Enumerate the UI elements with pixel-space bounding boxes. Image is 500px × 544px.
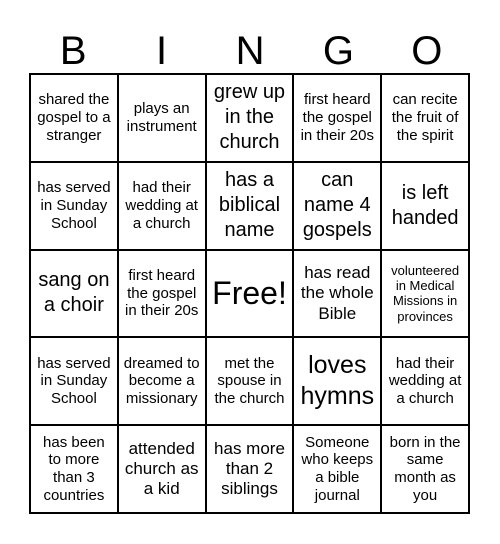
cell-text: has a biblical name bbox=[218, 169, 281, 242]
cell-text: can name 4 gospels bbox=[302, 169, 372, 242]
header-letter-i: I bbox=[156, 29, 168, 73]
bingo-header bbox=[29, 28, 471, 74]
cell-text: has more than 2 siblings bbox=[214, 439, 285, 499]
bingo-cell[interactable] bbox=[381, 337, 469, 425]
header-letter-n: N bbox=[235, 29, 265, 73]
bingo-cell[interactable] bbox=[30, 337, 118, 425]
bingo-cell[interactable] bbox=[206, 425, 294, 513]
cell-text: Free! bbox=[212, 274, 287, 311]
bingo-board bbox=[29, 73, 470, 514]
bingo-cell[interactable] bbox=[118, 250, 206, 338]
bingo-cell[interactable] bbox=[381, 425, 469, 513]
cell-text: volunteered in Medical Missions in provinces bbox=[391, 262, 460, 324]
bingo-cell[interactable] bbox=[30, 74, 118, 162]
bingo-cell[interactable] bbox=[30, 162, 118, 250]
cell-text: plays an instrument bbox=[126, 100, 197, 135]
cell-text: Someone who keeps a bible journal bbox=[301, 433, 374, 504]
bingo-cell[interactable] bbox=[293, 250, 381, 338]
cell-text: first heard the gospel in their 20s bbox=[125, 266, 199, 320]
cell-text: has been to more than 3 countries bbox=[43, 433, 105, 504]
cell-text: is left handed bbox=[391, 181, 459, 229]
cell-text: born in the same month as you bbox=[389, 433, 461, 504]
cell-text: met the spouse in the church bbox=[214, 354, 285, 408]
cell-text: has read the whole Bible bbox=[300, 263, 374, 323]
bingo-cell[interactable] bbox=[206, 74, 294, 162]
cell-text: dreamed to become a missionary bbox=[123, 354, 200, 408]
bingo-cell[interactable] bbox=[30, 425, 118, 513]
cell-text: attended church as a kid bbox=[124, 439, 199, 499]
cell-text: loves hymns bbox=[300, 351, 375, 411]
bingo-cell[interactable] bbox=[381, 162, 469, 250]
bingo-cell[interactable] bbox=[293, 162, 381, 250]
cell-text: first heard the gospel in their 20s bbox=[300, 91, 374, 144]
bingo-cell[interactable] bbox=[118, 337, 206, 425]
header-letter-o: O bbox=[411, 29, 443, 73]
header-letter-b: B bbox=[59, 29, 87, 73]
cell-text: grew up in the church bbox=[213, 81, 286, 154]
bingo-cell[interactable] bbox=[118, 162, 206, 250]
bingo-cell[interactable] bbox=[293, 425, 381, 513]
cell-text: had their wedding at a church bbox=[388, 354, 462, 408]
bingo-cell[interactable] bbox=[30, 250, 118, 338]
cell-text: sang on a choir bbox=[38, 269, 110, 317]
bingo-cell[interactable] bbox=[293, 337, 381, 425]
bingo-cell[interactable] bbox=[293, 74, 381, 162]
bingo-cell[interactable] bbox=[206, 162, 294, 250]
cell-text: shared the gospel to a stranger bbox=[37, 91, 111, 144]
bingo-cell[interactable] bbox=[206, 337, 294, 425]
bingo-cell[interactable] bbox=[381, 74, 469, 162]
cell-text: had their wedding at a church bbox=[125, 179, 198, 232]
free-space-cell[interactable] bbox=[206, 250, 294, 338]
cell-text: has served in Sunday School bbox=[37, 354, 111, 408]
cell-text: can recite the fruit of the spirit bbox=[391, 91, 459, 144]
bingo-cell[interactable] bbox=[118, 74, 206, 162]
bingo-cell[interactable] bbox=[381, 250, 469, 338]
bingo-cell[interactable] bbox=[118, 425, 206, 513]
cell-text: has served in Sunday School bbox=[37, 179, 111, 232]
header-letter-g: G bbox=[322, 29, 354, 73]
